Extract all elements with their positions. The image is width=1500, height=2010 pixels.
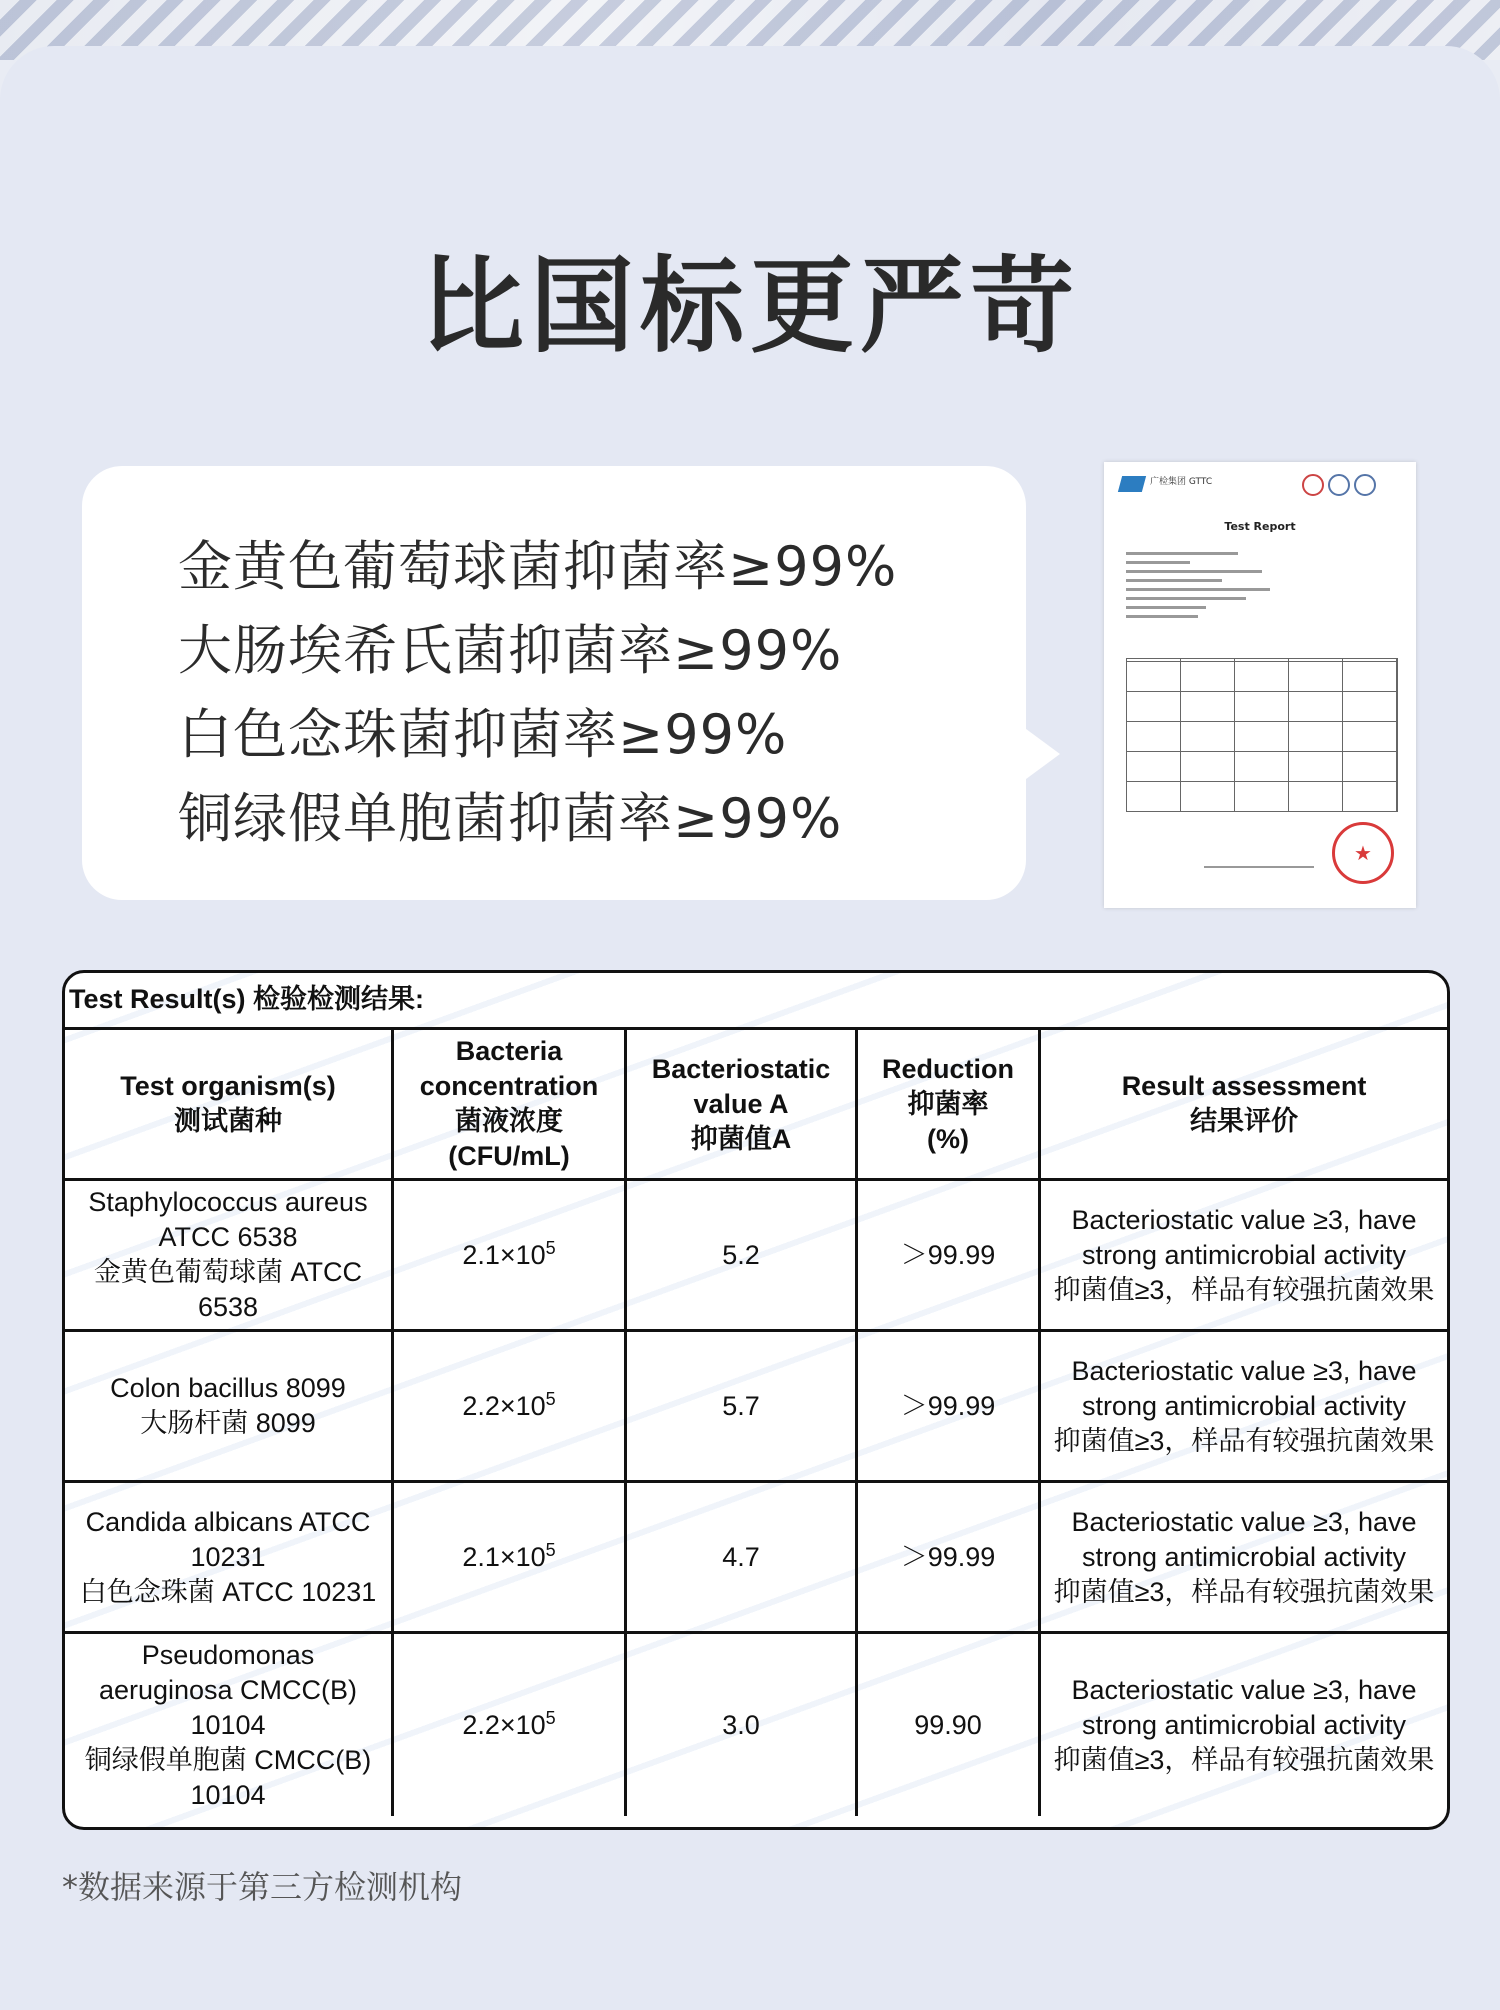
test-result-card bbox=[62, 970, 1450, 1830]
official-stamp-icon: ★ bbox=[1332, 822, 1394, 884]
cell-concentration: $2.1\times 10^5$ bbox=[393, 1482, 626, 1633]
cell-assessment: Bacteriostatic value ≥3, have strong antimicrobial activity 抑菌值≥3，样品有较强抗菌效果 bbox=[1040, 1331, 1448, 1482]
gttc-logo-icon bbox=[1118, 476, 1146, 492]
cell-reduction: ＞99.99 bbox=[857, 1180, 1040, 1331]
table-row bbox=[65, 1633, 1447, 1817]
report-end-line bbox=[1204, 866, 1314, 868]
test-report-thumbnail bbox=[1104, 462, 1416, 908]
table-header-row bbox=[65, 1029, 1447, 1180]
cell-assessment: Bacteriostatic value ≥3, have strong antimicrobial activity 抑菌值≥3，样品有较强抗菌效果 bbox=[1040, 1633, 1448, 1817]
cell-concentration: $2.2\times 10^5$ bbox=[393, 1633, 626, 1817]
cell-bacteriostatic: 5.7 bbox=[626, 1331, 857, 1482]
test-result-table bbox=[65, 1027, 1447, 1816]
cell-concentration: $2.2\times 10^5$ bbox=[393, 1331, 626, 1482]
report-mini-table bbox=[1126, 658, 1398, 812]
table-row bbox=[65, 1482, 1447, 1633]
data-source-footnote: *数据来源于第三方检测机构 bbox=[62, 1868, 463, 1906]
header-reduction: Reduction 抑菌率 (%) bbox=[857, 1029, 1040, 1180]
claim-candida: 白色念珠菌抑菌率≥99% bbox=[178, 703, 788, 766]
table-row bbox=[65, 1331, 1447, 1482]
cell-reduction: 99.90 bbox=[857, 1633, 1040, 1817]
header-concentration: Bacteria concentration 菌液浓度 (CFU/mL) bbox=[393, 1029, 626, 1180]
cell-reduction: ＞99.99 bbox=[857, 1482, 1040, 1633]
header-bacteriostatic: Bacteriostatic value A 抑菌值A bbox=[626, 1029, 857, 1180]
cell-bacteriostatic: 3.0 bbox=[626, 1633, 857, 1817]
header-organism: Test organism(s) 测试菌种 bbox=[65, 1029, 393, 1180]
cell-assessment: Bacteriostatic value ≥3, have strong antimicrobial activity 抑菌值≥3，样品有较强抗菌效果 bbox=[1040, 1482, 1448, 1633]
claim-e-coli: 大肠埃希氏菌抑菌率≥99% bbox=[178, 619, 843, 682]
result-caption: Test Result(s) 检验检测结果: bbox=[69, 984, 425, 1014]
cell-bacteriostatic: 5.2 bbox=[626, 1180, 857, 1331]
report-text-lines bbox=[1126, 552, 1286, 624]
cell-organism: Colon bacillus 8099 大肠杆菌 8099 bbox=[65, 1331, 393, 1482]
report-org: 广检集团 GTTC bbox=[1150, 477, 1213, 487]
cell-concentration: $2.1\times 10^5$ bbox=[393, 1180, 626, 1331]
cell-organism: Candida albicans ATCC 10231 白色念珠菌 ATCC 10231 bbox=[65, 1482, 393, 1633]
cell-organism: Staphylococcus aureus ATCC 6538 金黄色葡萄球菌 ATCC 6538 bbox=[65, 1180, 393, 1331]
claim-pseudomonas: 铜绿假单胞菌抑菌率≥99% bbox=[178, 787, 843, 850]
header-assessment: Result assessment 结果评价 bbox=[1040, 1029, 1448, 1180]
claims-bubble-tail bbox=[1022, 726, 1060, 782]
cell-assessment: Bacteriostatic value ≥3, have strong antimicrobial activity 抑菌值≥3，样品有较强抗菌效果 bbox=[1040, 1180, 1448, 1331]
cell-reduction: ＞99.99 bbox=[857, 1331, 1040, 1482]
certification-marks-icon bbox=[1302, 474, 1398, 492]
table-row bbox=[65, 1180, 1447, 1331]
cell-organism: Pseudomonas aeruginosa CMCC(B) 10104 铜绿假单胞菌 CMCC(B) 10104 bbox=[65, 1633, 393, 1817]
claim-staphylococcus: 金黄色葡萄球菌抑菌率≥99% bbox=[178, 535, 898, 598]
page-headline: 比国标更严苛 bbox=[419, 245, 1080, 367]
cell-bacteriostatic: 4.7 bbox=[626, 1482, 857, 1633]
report-title: Test Report bbox=[1224, 520, 1296, 533]
